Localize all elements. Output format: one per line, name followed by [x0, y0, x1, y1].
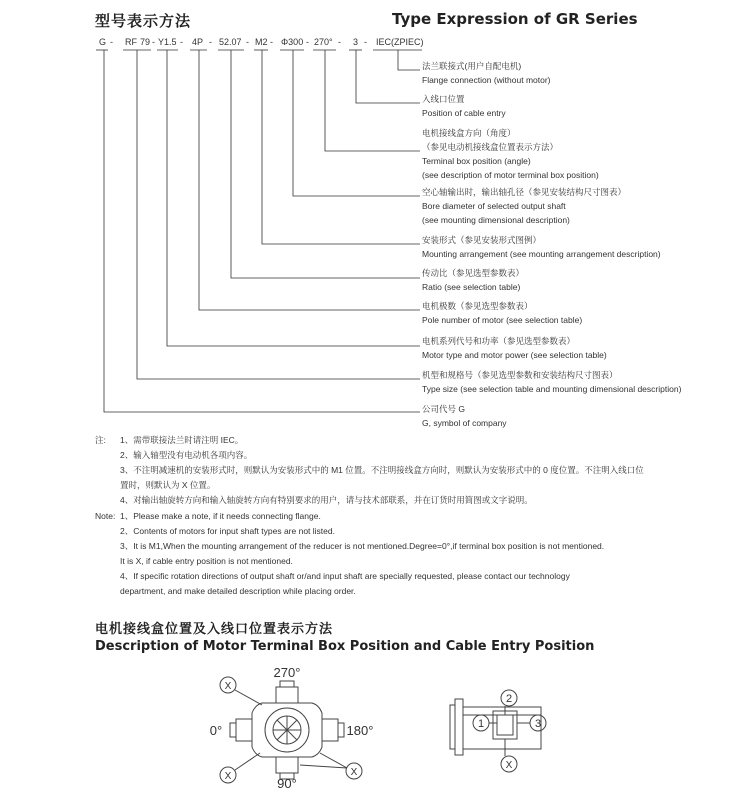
code-part-type: RF: [125, 37, 137, 47]
position-x-label: X: [505, 760, 513, 771]
section2-title-cn: 电机接线盒位置及入线口位置表示方法: [95, 622, 334, 637]
code-separator: -: [246, 37, 249, 47]
code-separator: -: [338, 37, 341, 47]
code-part-cable: 3: [353, 37, 359, 47]
angle-270-label: 270°: [273, 665, 301, 680]
position-2-label: 2: [505, 693, 513, 705]
code-part-motor: Y1.5: [158, 37, 177, 47]
code-separator: -: [152, 37, 155, 47]
code-part-flange: IEC(ZPIEC): [376, 37, 424, 47]
desc-motor-type: 电机系列代号和功率（参见选型参数表） Motor type and motor power (see selection table): [422, 336, 607, 360]
code-separator: -: [306, 37, 309, 47]
section2-title-en: Description of Motor Terminal Box Position and Cable Entry Position: [95, 639, 595, 654]
notes-cn-label: 注:: [95, 435, 106, 445]
desc-pole-number: 电机极数（参见选型参数表） Pole number of motor (see selection table): [422, 301, 583, 325]
notes-en-list: 1、Please make a note, if it needs connecting flange. 2、Contents of motors for input shaft types are not listed. 3、It is M1,When the mounting arrangement of the reducer is not mentioned.Degree=0°,if terminal box position is not mentioned. It is X, if cable entry position is not mentioned. 4、If specific rotation directions of output shaft or/and input shaft are specially requested, please contact our technology department, and make detailed description while placing order.: [120, 511, 605, 596]
cable-entry-diagram: [445, 685, 560, 780]
desc-flange-connection: 法兰联接式(用户自配电机) Flange connection (without motor): [422, 61, 551, 85]
code-part-angle: 270°: [314, 37, 333, 47]
desc-bore-diameter: 空心轴输出时，输出轴孔径（参见安装结构尺寸图表） Bore diameter of selected output shaft (see mounting dimensional description): [422, 187, 627, 225]
code-separator: -: [209, 37, 212, 47]
angle-180-label: 180°: [346, 723, 374, 738]
code-part-ratio: 52.07: [219, 37, 242, 47]
code-separator: -: [180, 37, 183, 47]
position-1-label: 1: [477, 718, 485, 730]
position-3-label: 3: [534, 718, 542, 730]
code-part-mounting: M2: [255, 37, 268, 47]
code-separator: -: [270, 37, 273, 47]
desc-ratio: 传动比（参见选型参数表） Ratio (see selection table): [422, 268, 525, 292]
angle-90-label: 90°: [277, 776, 297, 790]
code-separator: -: [364, 37, 367, 47]
desc-company-symbol: 公司代号 G G, symbol of company: [422, 404, 507, 428]
code-part-g: G: [99, 37, 107, 47]
code-part-size: 79: [140, 37, 151, 47]
angle-0-label: 0°: [209, 723, 223, 738]
desc-terminal-box: 电机接线盒方向（角度） （参见电动机接线盒位置表示方法） Terminal box position (angle) (see description of motor terminal box position): [422, 128, 599, 180]
code-part-poles: 4P: [192, 37, 204, 47]
title-cn: 型号表示方法: [95, 12, 192, 30]
code-separator: -: [110, 37, 113, 47]
cable-entry-marker: X: [350, 767, 358, 778]
title-en: Type Expression of GR Series: [392, 10, 638, 28]
desc-type-size: 机型和规格号（参见选型参数和安装结构尺寸图表） Type size (see selection table and mounting dimensional description): [422, 370, 682, 394]
notes-en-label: Note:: [95, 511, 116, 521]
terminal-box-diagram: [200, 665, 380, 790]
desc-mounting: 安装形式（参见安装形式图例） Mounting arrangement (see mounting arrangement description): [422, 235, 661, 259]
code-part-bore: Φ300: [281, 37, 304, 47]
cable-entry-marker: X: [224, 771, 232, 782]
desc-cable-entry: 入线口位置 Position of cable entry: [422, 94, 506, 118]
cable-entry-marker: X: [224, 681, 232, 692]
notes-cn-list: 1、需带联接法兰时请注明 IEC。 2、输入轴型没有电动机各项内容。 3、不注明减速机的安装形式时，则默认为安装形式中的 M1 位置。不注明接线盒方向时，则默认为安装形式中的 0 度位置。不注明入线口位 置时，则默认为 X 位置。 4、对输出轴旋转方向和输入轴旋转方向有特别要求的用户，请与技术部联系，并在订货时用简图或文字说明。: [120, 435, 644, 505]
